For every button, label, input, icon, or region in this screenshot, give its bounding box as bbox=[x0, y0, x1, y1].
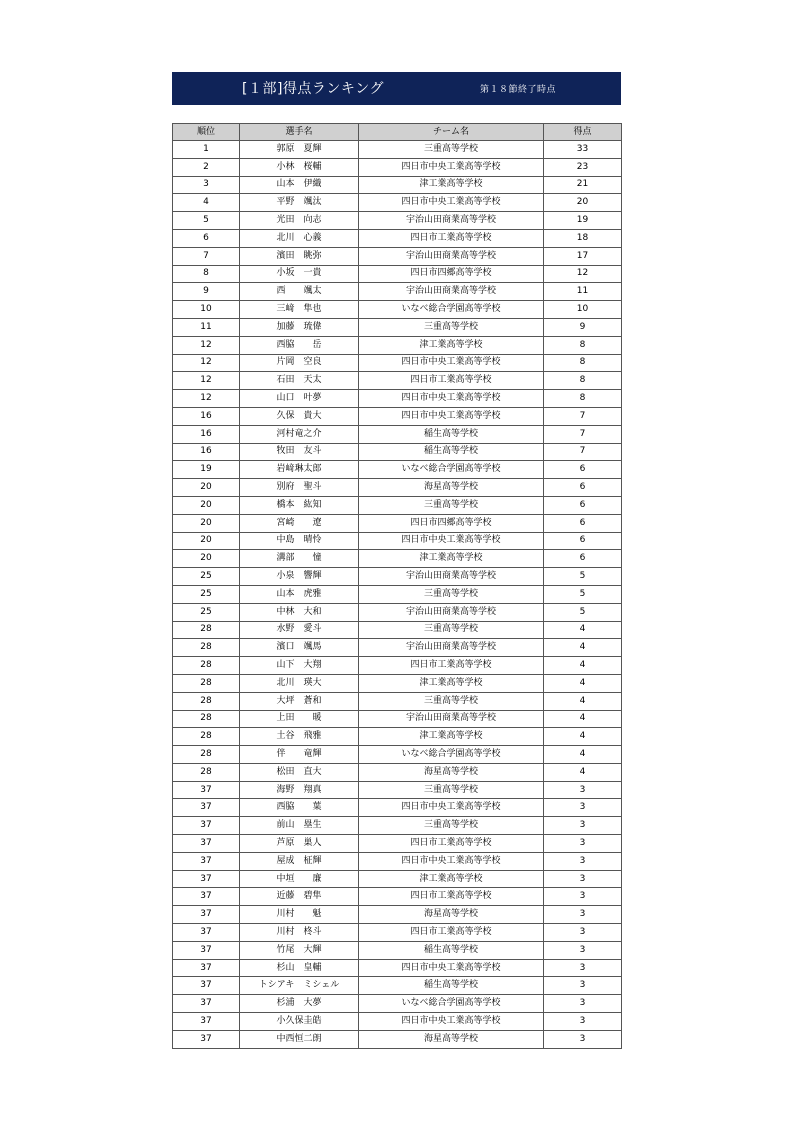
player-name-cell: 宮崎 遼 bbox=[240, 514, 359, 532]
table-row bbox=[173, 372, 622, 390]
player-name-cell: 加藤 琉偉 bbox=[240, 318, 359, 336]
goals-cell: 9 bbox=[544, 318, 622, 336]
rank-cell: 37 bbox=[173, 1013, 240, 1031]
team-name-cell: 稲生高等学校 bbox=[359, 977, 544, 995]
goals-cell: 3 bbox=[544, 781, 622, 799]
rank-cell: 10 bbox=[173, 301, 240, 319]
goals-cell: 6 bbox=[544, 496, 622, 514]
rank-cell: 37 bbox=[173, 870, 240, 888]
table-row bbox=[173, 763, 622, 781]
team-name-cell: 三重高等学校 bbox=[359, 781, 544, 799]
player-name-cell: 濱田 眺弥 bbox=[240, 247, 359, 265]
rank-cell: 28 bbox=[173, 621, 240, 639]
player-name-cell: 山下 大翔 bbox=[240, 657, 359, 675]
table-row bbox=[173, 532, 622, 550]
goals-cell: 23 bbox=[544, 158, 622, 176]
table-row bbox=[173, 141, 622, 159]
team-name-cell: 三重高等学校 bbox=[359, 141, 544, 159]
rank-cell: 37 bbox=[173, 959, 240, 977]
rank-cell: 37 bbox=[173, 852, 240, 870]
table-row bbox=[173, 888, 622, 906]
rank-cell: 11 bbox=[173, 318, 240, 336]
table-row bbox=[173, 496, 622, 514]
goals-cell: 3 bbox=[544, 977, 622, 995]
rank-cell: 25 bbox=[173, 568, 240, 586]
goals-cell: 3 bbox=[544, 959, 622, 977]
table-row bbox=[173, 354, 622, 372]
player-name-cell: 西脇 岳 bbox=[240, 336, 359, 354]
page-title: [１部]得点ランキング bbox=[242, 81, 385, 97]
player-name-cell: 近藤 碧隼 bbox=[240, 888, 359, 906]
table-row bbox=[173, 746, 622, 764]
rank-cell: 20 bbox=[173, 479, 240, 497]
table-row bbox=[173, 265, 622, 283]
goals-cell: 4 bbox=[544, 746, 622, 764]
player-name-cell: 中垣 廉 bbox=[240, 870, 359, 888]
team-name-cell: 四日市工業高等学校 bbox=[359, 888, 544, 906]
goals-cell: 19 bbox=[544, 212, 622, 230]
table-row bbox=[173, 301, 622, 319]
rank-cell: 25 bbox=[173, 603, 240, 621]
goals-cell: 3 bbox=[544, 817, 622, 835]
table-row bbox=[173, 443, 622, 461]
column-header-player: 選手名 bbox=[240, 124, 359, 141]
goals-cell: 5 bbox=[544, 568, 622, 586]
rank-cell: 20 bbox=[173, 550, 240, 568]
rank-cell: 25 bbox=[173, 585, 240, 603]
table-row bbox=[173, 710, 622, 728]
rank-cell: 12 bbox=[173, 372, 240, 390]
team-name-cell: 四日市中央工業高等学校 bbox=[359, 959, 544, 977]
team-name-cell: 宇治山田商業高等学校 bbox=[359, 603, 544, 621]
goals-cell: 4 bbox=[544, 692, 622, 710]
team-name-cell: いなべ総合学園高等学校 bbox=[359, 746, 544, 764]
goals-cell: 20 bbox=[544, 194, 622, 212]
player-name-cell: 杉浦 大夢 bbox=[240, 995, 359, 1013]
rank-cell: 12 bbox=[173, 390, 240, 408]
player-name-cell: 竹尾 大輝 bbox=[240, 941, 359, 959]
table-row bbox=[173, 852, 622, 870]
rank-cell: 5 bbox=[173, 212, 240, 230]
goals-cell: 6 bbox=[544, 532, 622, 550]
goals-cell: 4 bbox=[544, 763, 622, 781]
table-row bbox=[173, 318, 622, 336]
goals-cell: 6 bbox=[544, 550, 622, 568]
team-name-cell: 津工業高等学校 bbox=[359, 550, 544, 568]
rank-cell: 37 bbox=[173, 924, 240, 942]
rank-cell: 9 bbox=[173, 283, 240, 301]
header-banner bbox=[172, 72, 621, 105]
goals-cell: 3 bbox=[544, 924, 622, 942]
table-row bbox=[173, 995, 622, 1013]
player-name-cell: 北川 心義 bbox=[240, 229, 359, 247]
team-name-cell: 津工業高等学校 bbox=[359, 870, 544, 888]
team-name-cell: 四日市中央工業高等学校 bbox=[359, 852, 544, 870]
table-row bbox=[173, 728, 622, 746]
table-row bbox=[173, 194, 622, 212]
team-name-cell: 四日市工業高等学校 bbox=[359, 372, 544, 390]
team-name-cell: 四日市工業高等学校 bbox=[359, 229, 544, 247]
player-name-cell: 岩﨑琳太郎 bbox=[240, 461, 359, 479]
goals-cell: 3 bbox=[544, 906, 622, 924]
player-name-cell: 久保 貴大 bbox=[240, 407, 359, 425]
team-name-cell: 三重高等学校 bbox=[359, 621, 544, 639]
team-name-cell: 四日市中央工業高等学校 bbox=[359, 532, 544, 550]
team-name-cell: 三重高等学校 bbox=[359, 318, 544, 336]
player-name-cell: 溝部 憧 bbox=[240, 550, 359, 568]
rank-cell: 20 bbox=[173, 496, 240, 514]
rank-cell: 37 bbox=[173, 941, 240, 959]
table-row bbox=[173, 212, 622, 230]
goals-cell: 18 bbox=[544, 229, 622, 247]
player-name-cell: 山口 叶夢 bbox=[240, 390, 359, 408]
rank-cell: 2 bbox=[173, 158, 240, 176]
goals-cell: 4 bbox=[544, 728, 622, 746]
rank-cell: 12 bbox=[173, 354, 240, 372]
table-row bbox=[173, 817, 622, 835]
team-name-cell: 四日市中央工業高等学校 bbox=[359, 1013, 544, 1031]
player-name-cell: 大坪 蒼和 bbox=[240, 692, 359, 710]
team-name-cell: 海星高等学校 bbox=[359, 479, 544, 497]
goals-cell: 3 bbox=[544, 835, 622, 853]
column-header-goals: 得点 bbox=[544, 124, 622, 141]
team-name-cell: 三重高等学校 bbox=[359, 496, 544, 514]
table-row bbox=[173, 674, 622, 692]
table-row bbox=[173, 229, 622, 247]
player-name-cell: 山本 伊織 bbox=[240, 176, 359, 194]
player-name-cell: 土谷 飛雅 bbox=[240, 728, 359, 746]
table-row bbox=[173, 835, 622, 853]
table-row bbox=[173, 870, 622, 888]
goals-cell: 8 bbox=[544, 372, 622, 390]
team-name-cell: 四日市中央工業高等学校 bbox=[359, 407, 544, 425]
player-name-cell: 平野 颯汰 bbox=[240, 194, 359, 212]
rank-cell: 16 bbox=[173, 407, 240, 425]
team-name-cell: いなべ総合学園高等学校 bbox=[359, 301, 544, 319]
table-row bbox=[173, 514, 622, 532]
page-subtitle: 第１８節終了時点 bbox=[480, 85, 557, 95]
goals-cell: 3 bbox=[544, 995, 622, 1013]
team-name-cell: 四日市工業高等学校 bbox=[359, 924, 544, 942]
team-name-cell: 海星高等学校 bbox=[359, 906, 544, 924]
rank-cell: 7 bbox=[173, 247, 240, 265]
team-name-cell: 宇治山田商業高等学校 bbox=[359, 247, 544, 265]
player-name-cell: 石田 天太 bbox=[240, 372, 359, 390]
rank-cell: 16 bbox=[173, 425, 240, 443]
goals-cell: 8 bbox=[544, 336, 622, 354]
goals-cell: 4 bbox=[544, 639, 622, 657]
table-row bbox=[173, 425, 622, 443]
rank-cell: 28 bbox=[173, 692, 240, 710]
team-name-cell: 稲生高等学校 bbox=[359, 443, 544, 461]
column-header-team: チーム名 bbox=[359, 124, 544, 141]
player-name-cell: 小久保圭皓 bbox=[240, 1013, 359, 1031]
player-name-cell: 牧田 友斗 bbox=[240, 443, 359, 461]
player-name-cell: 三﨑 隼也 bbox=[240, 301, 359, 319]
rank-cell: 1 bbox=[173, 141, 240, 159]
team-name-cell: 津工業高等学校 bbox=[359, 728, 544, 746]
player-name-cell: 光田 向志 bbox=[240, 212, 359, 230]
player-name-cell: 山本 虎雅 bbox=[240, 585, 359, 603]
goals-cell: 6 bbox=[544, 461, 622, 479]
table-row bbox=[173, 657, 622, 675]
rank-cell: 37 bbox=[173, 995, 240, 1013]
player-name-cell: 郭原 夏輝 bbox=[240, 141, 359, 159]
goals-cell: 4 bbox=[544, 674, 622, 692]
rank-cell: 28 bbox=[173, 763, 240, 781]
goals-cell: 3 bbox=[544, 852, 622, 870]
team-name-cell: 四日市中央工業高等学校 bbox=[359, 354, 544, 372]
team-name-cell: 三重高等学校 bbox=[359, 817, 544, 835]
goals-cell: 3 bbox=[544, 941, 622, 959]
player-name-cell: 屋成 柾輝 bbox=[240, 852, 359, 870]
rank-cell: 20 bbox=[173, 532, 240, 550]
player-name-cell: 河村竜之介 bbox=[240, 425, 359, 443]
table-row bbox=[173, 621, 622, 639]
team-name-cell: 四日市中央工業高等学校 bbox=[359, 194, 544, 212]
goals-cell: 8 bbox=[544, 390, 622, 408]
goals-cell: 4 bbox=[544, 657, 622, 675]
player-name-cell: 片岡 空良 bbox=[240, 354, 359, 372]
team-name-cell: 四日市中央工業高等学校 bbox=[359, 799, 544, 817]
rank-cell: 6 bbox=[173, 229, 240, 247]
goals-cell: 3 bbox=[544, 1030, 622, 1048]
player-name-cell: 川村 柊斗 bbox=[240, 924, 359, 942]
team-name-cell: 四日市中央工業高等学校 bbox=[359, 158, 544, 176]
table-row bbox=[173, 158, 622, 176]
rank-cell: 20 bbox=[173, 514, 240, 532]
rank-cell: 28 bbox=[173, 657, 240, 675]
table-row bbox=[173, 692, 622, 710]
goals-cell: 4 bbox=[544, 710, 622, 728]
goals-cell: 4 bbox=[544, 621, 622, 639]
rank-cell: 37 bbox=[173, 977, 240, 995]
team-name-cell: 宇治山田商業高等学校 bbox=[359, 710, 544, 728]
player-name-cell: 杉山 皇輔 bbox=[240, 959, 359, 977]
table-row bbox=[173, 336, 622, 354]
rank-cell: 28 bbox=[173, 639, 240, 657]
table-row bbox=[173, 407, 622, 425]
team-name-cell: いなべ総合学園高等学校 bbox=[359, 995, 544, 1013]
team-name-cell: 海星高等学校 bbox=[359, 763, 544, 781]
table-row bbox=[173, 283, 622, 301]
goals-cell: 3 bbox=[544, 870, 622, 888]
rank-cell: 28 bbox=[173, 728, 240, 746]
player-name-cell: 前山 塁生 bbox=[240, 817, 359, 835]
player-name-cell: 松田 直大 bbox=[240, 763, 359, 781]
player-name-cell: 別府 聖斗 bbox=[240, 479, 359, 497]
player-name-cell: 小泉 響輝 bbox=[240, 568, 359, 586]
player-name-cell: 川村 魁 bbox=[240, 906, 359, 924]
team-name-cell: 三重高等学校 bbox=[359, 585, 544, 603]
table-row bbox=[173, 176, 622, 194]
goals-cell: 5 bbox=[544, 603, 622, 621]
team-name-cell: 海星高等学校 bbox=[359, 1030, 544, 1048]
team-name-cell: 宇治山田商業高等学校 bbox=[359, 639, 544, 657]
rank-cell: 19 bbox=[173, 461, 240, 479]
rank-cell: 37 bbox=[173, 888, 240, 906]
player-name-cell: 小林 桜輔 bbox=[240, 158, 359, 176]
goals-cell: 10 bbox=[544, 301, 622, 319]
team-name-cell: いなべ総合学園高等学校 bbox=[359, 461, 544, 479]
player-name-cell: 中林 大和 bbox=[240, 603, 359, 621]
table-body bbox=[173, 141, 622, 1049]
table-row bbox=[173, 550, 622, 568]
player-name-cell: 北川 瑛大 bbox=[240, 674, 359, 692]
goals-cell: 7 bbox=[544, 425, 622, 443]
player-name-cell: 西脇 葉 bbox=[240, 799, 359, 817]
player-name-cell: 中島 晴怜 bbox=[240, 532, 359, 550]
table-row bbox=[173, 603, 622, 621]
team-name-cell: 四日市工業高等学校 bbox=[359, 835, 544, 853]
goals-cell: 12 bbox=[544, 265, 622, 283]
rank-cell: 37 bbox=[173, 799, 240, 817]
goals-cell: 17 bbox=[544, 247, 622, 265]
team-name-cell: 宇治山田商業高等学校 bbox=[359, 283, 544, 301]
rank-cell: 28 bbox=[173, 746, 240, 764]
rank-cell: 28 bbox=[173, 710, 240, 728]
table-row bbox=[173, 959, 622, 977]
column-header-rank: 順位 bbox=[173, 124, 240, 141]
table-header-row bbox=[173, 124, 622, 141]
rank-cell: 37 bbox=[173, 835, 240, 853]
table-row bbox=[173, 568, 622, 586]
team-name-cell: 稲生高等学校 bbox=[359, 425, 544, 443]
team-name-cell: 四日市四郷高等学校 bbox=[359, 265, 544, 283]
table-row bbox=[173, 461, 622, 479]
goals-cell: 7 bbox=[544, 407, 622, 425]
goals-cell: 8 bbox=[544, 354, 622, 372]
goals-cell: 5 bbox=[544, 585, 622, 603]
table-row bbox=[173, 247, 622, 265]
rank-cell: 37 bbox=[173, 781, 240, 799]
table-row bbox=[173, 924, 622, 942]
goals-cell: 3 bbox=[544, 799, 622, 817]
rank-cell: 37 bbox=[173, 1030, 240, 1048]
table-row bbox=[173, 941, 622, 959]
team-name-cell: 宇治山田商業高等学校 bbox=[359, 212, 544, 230]
team-name-cell: 津工業高等学校 bbox=[359, 674, 544, 692]
player-name-cell: 濱口 颯馬 bbox=[240, 639, 359, 657]
table-row bbox=[173, 781, 622, 799]
team-name-cell: 三重高等学校 bbox=[359, 692, 544, 710]
table-row bbox=[173, 977, 622, 995]
player-name-cell: 小坂 一貴 bbox=[240, 265, 359, 283]
table-row bbox=[173, 799, 622, 817]
team-name-cell: 四日市中央工業高等学校 bbox=[359, 390, 544, 408]
team-name-cell: 津工業高等学校 bbox=[359, 176, 544, 194]
rank-cell: 28 bbox=[173, 674, 240, 692]
goals-cell: 3 bbox=[544, 1013, 622, 1031]
player-name-cell: トシアキ ミシェル bbox=[240, 977, 359, 995]
table-row bbox=[173, 585, 622, 603]
rank-cell: 8 bbox=[173, 265, 240, 283]
rank-cell: 16 bbox=[173, 443, 240, 461]
goals-cell: 6 bbox=[544, 514, 622, 532]
goals-cell: 33 bbox=[544, 141, 622, 159]
team-name-cell: 宇治山田商業高等学校 bbox=[359, 568, 544, 586]
team-name-cell: 稲生高等学校 bbox=[359, 941, 544, 959]
team-name-cell: 津工業高等学校 bbox=[359, 336, 544, 354]
ranking-table bbox=[172, 123, 622, 1049]
player-name-cell: 上田 暖 bbox=[240, 710, 359, 728]
rank-cell: 37 bbox=[173, 817, 240, 835]
table-row bbox=[173, 906, 622, 924]
player-name-cell: 伴 竜輝 bbox=[240, 746, 359, 764]
table-row bbox=[173, 390, 622, 408]
goals-cell: 11 bbox=[544, 283, 622, 301]
team-name-cell: 四日市工業高等学校 bbox=[359, 657, 544, 675]
player-name-cell: 海野 翔真 bbox=[240, 781, 359, 799]
table-row bbox=[173, 479, 622, 497]
player-name-cell: 芦原 巣人 bbox=[240, 835, 359, 853]
goals-cell: 3 bbox=[544, 888, 622, 906]
team-name-cell: 四日市四郷高等学校 bbox=[359, 514, 544, 532]
rank-cell: 3 bbox=[173, 176, 240, 194]
player-name-cell: 西 颯太 bbox=[240, 283, 359, 301]
rank-cell: 37 bbox=[173, 906, 240, 924]
player-name-cell: 橋本 紘知 bbox=[240, 496, 359, 514]
table-row bbox=[173, 1013, 622, 1031]
goals-cell: 7 bbox=[544, 443, 622, 461]
player-name-cell: 中西恒二朗 bbox=[240, 1030, 359, 1048]
rank-cell: 12 bbox=[173, 336, 240, 354]
goals-cell: 6 bbox=[544, 479, 622, 497]
rank-cell: 4 bbox=[173, 194, 240, 212]
player-name-cell: 水野 愛斗 bbox=[240, 621, 359, 639]
goals-cell: 21 bbox=[544, 176, 622, 194]
table-row bbox=[173, 1030, 622, 1048]
table-row bbox=[173, 639, 622, 657]
